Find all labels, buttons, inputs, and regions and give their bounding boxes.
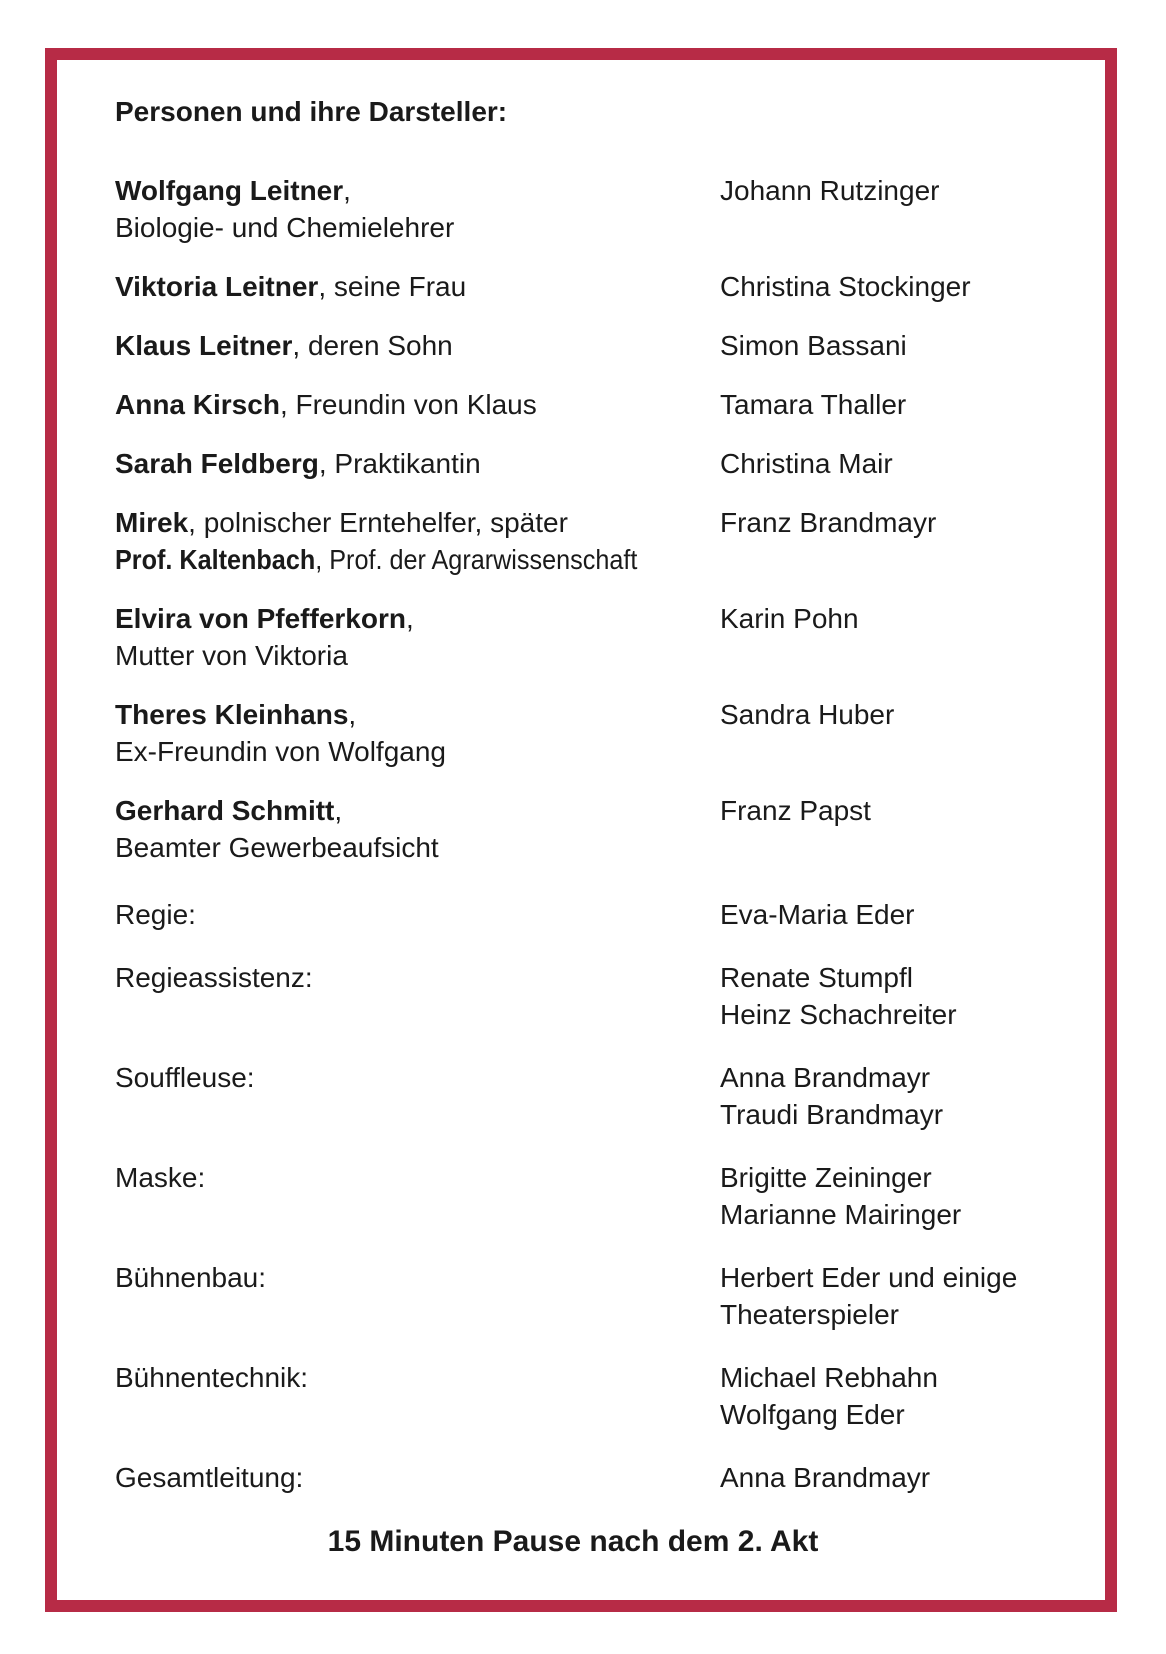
crew-label: Maske:: [115, 1162, 206, 1193]
crew-label-cell: [115, 1459, 720, 1496]
cast-actor-cell: [720, 600, 1105, 637]
crew-label: Souffleuse:: [115, 1062, 255, 1093]
role-name: Elvira von Pfefferkorn: [115, 603, 406, 634]
cast-row: [115, 504, 1105, 578]
role-description: ,: [343, 175, 351, 206]
crew-name: Traudi Brandmayr: [720, 1099, 944, 1130]
cast-role-line: [115, 829, 710, 866]
crew-label-cell: [115, 1159, 720, 1196]
cast-actor-cell: [720, 696, 1105, 733]
crew-name: Michael Rebhahn: [720, 1362, 938, 1393]
cast-actor-cell: [720, 268, 1105, 305]
crew-label: Gesamtleitung:: [115, 1462, 304, 1493]
role-description: Ex-Freundin von Wolfgang: [115, 736, 446, 767]
cast-actor-cell: [720, 445, 1105, 482]
crew-row: [115, 1159, 1105, 1233]
cast-row: [115, 386, 1105, 423]
crew-name: Eva-Maria Eder: [720, 899, 915, 930]
crew-label: Bühnentechnik:: [115, 1362, 309, 1393]
crew-names-cell: [720, 1259, 1105, 1333]
cast-role-cell: [115, 792, 720, 866]
cast-role-line: [115, 172, 710, 209]
crew-row: [115, 959, 1105, 1033]
actor-name: Karin Pohn: [720, 603, 859, 634]
crew-label-cell: [115, 1259, 720, 1296]
cast-role-line: [115, 386, 710, 423]
cast-role-line: [115, 733, 710, 770]
cast-role-line: [115, 209, 710, 246]
role-description: , Prof. der Agrarwissenschaft: [315, 544, 638, 575]
crew-name: Wolfgang Eder: [720, 1399, 905, 1430]
cast-actor-cell: [720, 792, 1105, 829]
crew-row: [115, 1059, 1105, 1133]
crew-label-cell: [115, 1059, 720, 1096]
role-name: Gerhard Schmitt: [115, 795, 335, 826]
cast-role-line: [115, 696, 710, 733]
cast-role-cell: [115, 327, 720, 364]
crew-row: [115, 1359, 1105, 1433]
cast-role-line: [115, 792, 710, 829]
red-border-frame: [45, 48, 1117, 1612]
role-description: , seine Frau: [318, 271, 467, 302]
crew-list: [115, 896, 1105, 1496]
crew-row: [115, 1459, 1105, 1496]
role-name: Anna Kirsch: [115, 389, 280, 420]
crew-name: Heinz Schachreiter: [720, 999, 957, 1030]
actor-name: Franz Papst: [720, 795, 871, 826]
pause-note: 15 Minuten Pause nach dem 2. Akt: [327, 1525, 819, 1558]
cast-role-cell: [115, 696, 720, 770]
crew-label-cell: [115, 959, 720, 996]
crew-names-cell: [720, 959, 1105, 1033]
actor-name: Christina Stockinger: [720, 271, 971, 302]
crew-names-cell: [720, 1059, 1105, 1133]
cast-row: [115, 792, 1105, 866]
cast-role-cell: [115, 445, 720, 482]
cast-role-line: [115, 504, 710, 541]
crew-label-cell: [115, 1359, 720, 1396]
role-description: ,: [405, 603, 414, 634]
cast-role-cell: [115, 504, 720, 578]
page-title: Personen und ihre Darsteller:: [115, 96, 508, 127]
actor-name: Johann Rutzinger: [720, 175, 940, 206]
crew-label-cell: [115, 896, 720, 933]
role-name: Mirek: [115, 507, 189, 538]
role-description: Biologie- und Chemielehrer: [115, 212, 455, 243]
cast-role-line-condensed: [115, 541, 637, 578]
actor-name: Tamara Thaller: [720, 389, 907, 420]
crew-name: Theaterspieler: [720, 1299, 899, 1330]
cast-row: [115, 600, 1105, 674]
cast-role-line: [115, 600, 710, 637]
crew-name: Anna Brandmayr: [720, 1062, 931, 1093]
role-description: ,: [334, 795, 343, 826]
cast-role-line: [115, 637, 710, 674]
cast-role-line: [115, 541, 710, 578]
footer-wrap: [115, 1522, 1105, 1562]
crew-name: Brigitte Zeininger: [720, 1162, 932, 1193]
cast-role-cell: [115, 600, 720, 674]
cast-actor-cell: [720, 386, 1105, 423]
crew-names-cell: [720, 1459, 1105, 1496]
role-description: , Praktikantin: [318, 448, 481, 479]
role-description: , Freundin von Klaus: [279, 389, 537, 420]
role-name: Viktoria Leitner: [115, 271, 319, 302]
crew-name: Herbert Eder und einige: [720, 1262, 1018, 1293]
cast-role-cell: [115, 386, 720, 423]
cast-role-line: [115, 327, 710, 364]
cast-actor-cell: [720, 327, 1105, 364]
role-description: Mutter von Viktoria: [115, 640, 348, 671]
role-name: Sarah Feldberg: [115, 448, 319, 479]
crew-names-cell: [720, 896, 1105, 933]
cast-row: [115, 172, 1105, 246]
cast-row: [115, 445, 1105, 482]
cast-actor-cell: [720, 172, 1105, 209]
role-name: Wolfgang Leitner: [115, 175, 344, 206]
role-description: , deren Sohn: [292, 330, 453, 361]
crew-row: [115, 1259, 1105, 1333]
crew-label: Bühnenbau:: [115, 1262, 267, 1293]
crew-name: Anna Brandmayr: [720, 1462, 931, 1493]
cast-list: [115, 172, 1105, 866]
role-name: Klaus Leitner: [115, 330, 293, 361]
role-description: Beamter Gewerbeaufsicht: [115, 832, 439, 863]
cast-row: [115, 696, 1105, 770]
crew-names-cell: [720, 1159, 1105, 1233]
crew-label: Regieassistenz:: [115, 962, 313, 993]
actor-name: Franz Brandmayr: [720, 507, 937, 538]
crew-row: [115, 896, 1105, 933]
cast-role-cell: [115, 172, 720, 246]
cast-role-cell: [115, 268, 720, 305]
cast-row: [115, 268, 1105, 305]
program-content: [57, 60, 1105, 1562]
actor-name: Christina Mair: [720, 448, 893, 479]
cast-role-line: [115, 445, 710, 482]
role-description: ,: [348, 699, 357, 730]
crew-name: Marianne Mairinger: [720, 1199, 962, 1230]
cast-row: [115, 327, 1105, 364]
cast-actor-cell: [720, 504, 1105, 541]
actor-name: Sandra Huber: [720, 699, 895, 730]
crew-names-cell: [720, 1359, 1105, 1433]
cast-role-line: [115, 268, 710, 305]
role-name: Theres Kleinhans: [115, 699, 349, 730]
role-description: , polnischer Erntehelfer, später: [188, 507, 568, 538]
actor-name: Simon Bassani: [720, 330, 907, 361]
crew-label: Regie:: [115, 899, 196, 930]
crew-name: Renate Stumpfl: [720, 962, 913, 993]
role-name: Prof. Kaltenbach: [115, 544, 316, 575]
